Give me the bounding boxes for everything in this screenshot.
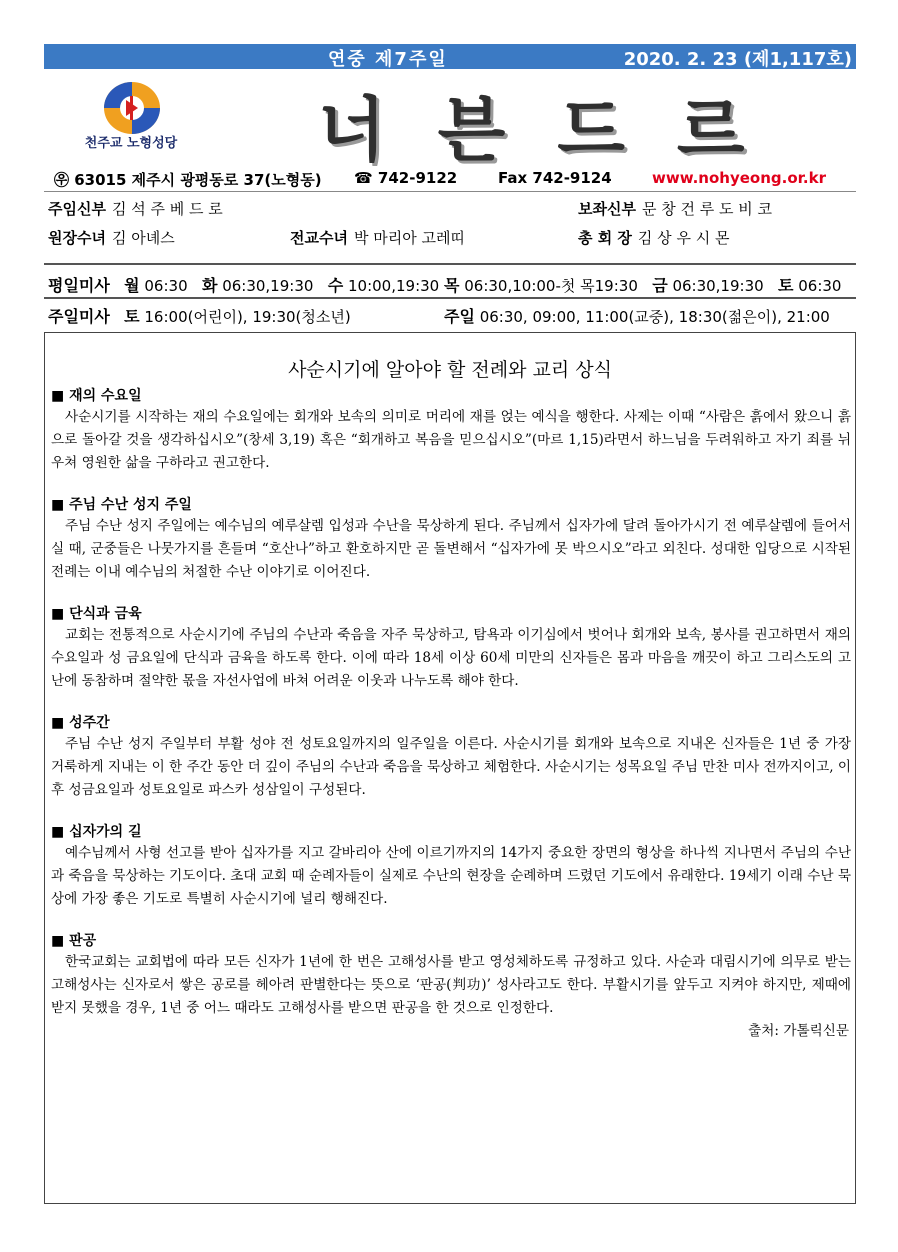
section-text: 한국교회는 교회법에 따라 모든 신자가 1년에 한 번은 고해성사를 받고 영성체하도록 규정하고 있다. 사순과 대림시기에 의무로 받는 고해성사는 신자로서 쌓은 공로를 헤아려 판별한다는 뜻으로 ‘판공(判功)’ 성사라고도 한다. 부활시기를 앞두고 지켜야 하지만, 제때에 받지 못했을 경우, 1년 중 어느 때라도 고해성사를 받으면 판공을 한 것으로 인정한다. bbox=[51, 954, 851, 1016]
section-heading: ■ 십자가의 길 bbox=[51, 824, 142, 840]
section-heading: ■ 성주간 bbox=[51, 715, 110, 731]
address: ㉾ 63015 제주시 광평동로 37(노형동) bbox=[54, 171, 322, 189]
article-section bbox=[51, 387, 851, 475]
phone: ☎ 742-9122 bbox=[354, 169, 458, 187]
staff-assistant: 보좌신부 문 창 건 루 도 비 코 bbox=[578, 200, 773, 218]
sunday-mass: 주일미사 토 16:00(어린이), 19:30(청소년) bbox=[48, 307, 351, 326]
article-title: 사순시기에 알아야 할 전례와 교리 상식 bbox=[288, 359, 612, 381]
sunday-mass-times: 주일 06:30, 09:00, 11:00(교중), 18:30(젊은이), 21:00 bbox=[444, 307, 830, 326]
staff-sister-superior: 원장수녀 김 아녜스 bbox=[48, 229, 175, 247]
contact-line bbox=[54, 169, 854, 191]
article-source: 출처: 가톨릭신문 bbox=[748, 1023, 849, 1039]
article-section bbox=[51, 496, 851, 584]
fax: Fax 742-9124 bbox=[498, 169, 612, 187]
section-text: 사순시기를 시작하는 재의 수요일에는 회개와 보속의 의미로 머리에 재를 얹는 예식을 행한다. 사제는 이때 “사람은 흙에서 왔으니 흙으로 돌아갈 것을 생각하십시오”(창세 3,19) 혹은 “회개하고 복음을 믿으십시오”(마르 1,15)라면서 하느님을 두려워하고 자기 죄를 뉘우쳐 영원한 삶을 구하라고 권고한다. bbox=[51, 409, 851, 471]
header-bar bbox=[44, 44, 856, 69]
divider bbox=[44, 191, 856, 192]
article-body bbox=[51, 387, 851, 1043]
section-heading: ■ 주님 수난 성지 주일 bbox=[51, 497, 192, 513]
article-section bbox=[51, 932, 851, 1020]
staff-mission-sister: 전교수녀 박 마리아 고레띠 bbox=[290, 229, 465, 247]
staff-council-president: 총 회 장 김 상 우 시 몬 bbox=[578, 229, 730, 247]
article-section bbox=[51, 823, 851, 911]
newsletter-title: 너븐드르 bbox=[318, 89, 797, 171]
staff-pastor: 주임신부 김 석 주 베 드 로 bbox=[48, 200, 223, 218]
section-heading: ■ 단식과 금육 bbox=[51, 606, 142, 622]
section-heading: ■ 판공 bbox=[51, 933, 97, 949]
article-box bbox=[44, 332, 856, 1204]
section-text: 교회는 전통적으로 사순시기에 주님의 수난과 죽음을 자주 묵상하고, 탐욕과 이기심에서 벗어나 회개와 보속, 봉사를 권고하면서 재의 수요일과 성 금요일에 단식과 금육을 하도록 한다. 이에 따라 18세 이상 60세 미만의 신자들은 몸과 마음을 깨끗이 하고 그리스도의 고난에 동참하며 절약한 몫을 자선사업에 바쳐 어려운 이웃과 나누도록 해야 한다. bbox=[51, 627, 851, 689]
section-text: 주님 수난 성지 주일에는 예수님의 예루살렘 입성과 수난을 묵상하게 된다. 주님께서 십자가에 달려 돌아가시기 전 예루살렘에 들어서실 때, 군중들은 나뭇가지를 흔들며 “호산나”하고 환호하지만 곧 돌변해서 “십자가에 못 박으시오”라고 외친다. 성대한 입당으로 시작된 전례는 이내 예수님의 처절한 수난 이야기로 이어진다. bbox=[51, 518, 851, 580]
section-text: 예수님께서 사형 선고를 받아 십자가를 지고 갈바리아 산에 이르기까지의 14가지 중요한 장면의 형상을 하나씩 지나면서 주님의 수난과 죽음을 묵상하는 기도이다. 초대 교회 때 순례자들이 실제로 수난의 현장을 순례하며 드렸던 기도에서 유래한다. 19세기 이래 수난 묵상에 가장 좋은 기도로 특별히 사순시기에 널리 행해진다. bbox=[51, 845, 851, 907]
weekday-mass: 평일미사 월 06:30 화 06:30,19:30 수 10:00,19:30 목 06:30,10:00-첫 목19:30 금 06:30,19:30 토 06:30 bbox=[48, 276, 842, 295]
section-text: 주님 수난 성지 주일부터 부활 성야 전 성토요일까지의 일주일을 이른다. 사순시기를 회개와 보속으로 지내온 신자들은 1년 중 가장 거룩하게 지내는 이 한 주간 동안 더 깊이 주님의 수난과 죽음을 묵상하고 체험한다. 사순시기는 성목요일 주님 만찬 미사 전까지이고, 이후 성금요일과 성토요일로 파스카 성삼일이 구성된다. bbox=[51, 736, 851, 798]
divider bbox=[44, 297, 856, 299]
article-section bbox=[51, 605, 851, 693]
liturgical-week: 연중 제7주일 bbox=[328, 49, 448, 70]
article-section bbox=[51, 714, 851, 802]
divider bbox=[44, 263, 856, 265]
website-link[interactable]: www.nohyeong.or.kr bbox=[652, 169, 826, 187]
logo-text: 천주교 노형성당 bbox=[84, 136, 178, 151]
section-heading: ■ 재의 수요일 bbox=[51, 388, 142, 404]
issue-date: 2020. 2. 23 (제1,117호) bbox=[623, 49, 852, 70]
